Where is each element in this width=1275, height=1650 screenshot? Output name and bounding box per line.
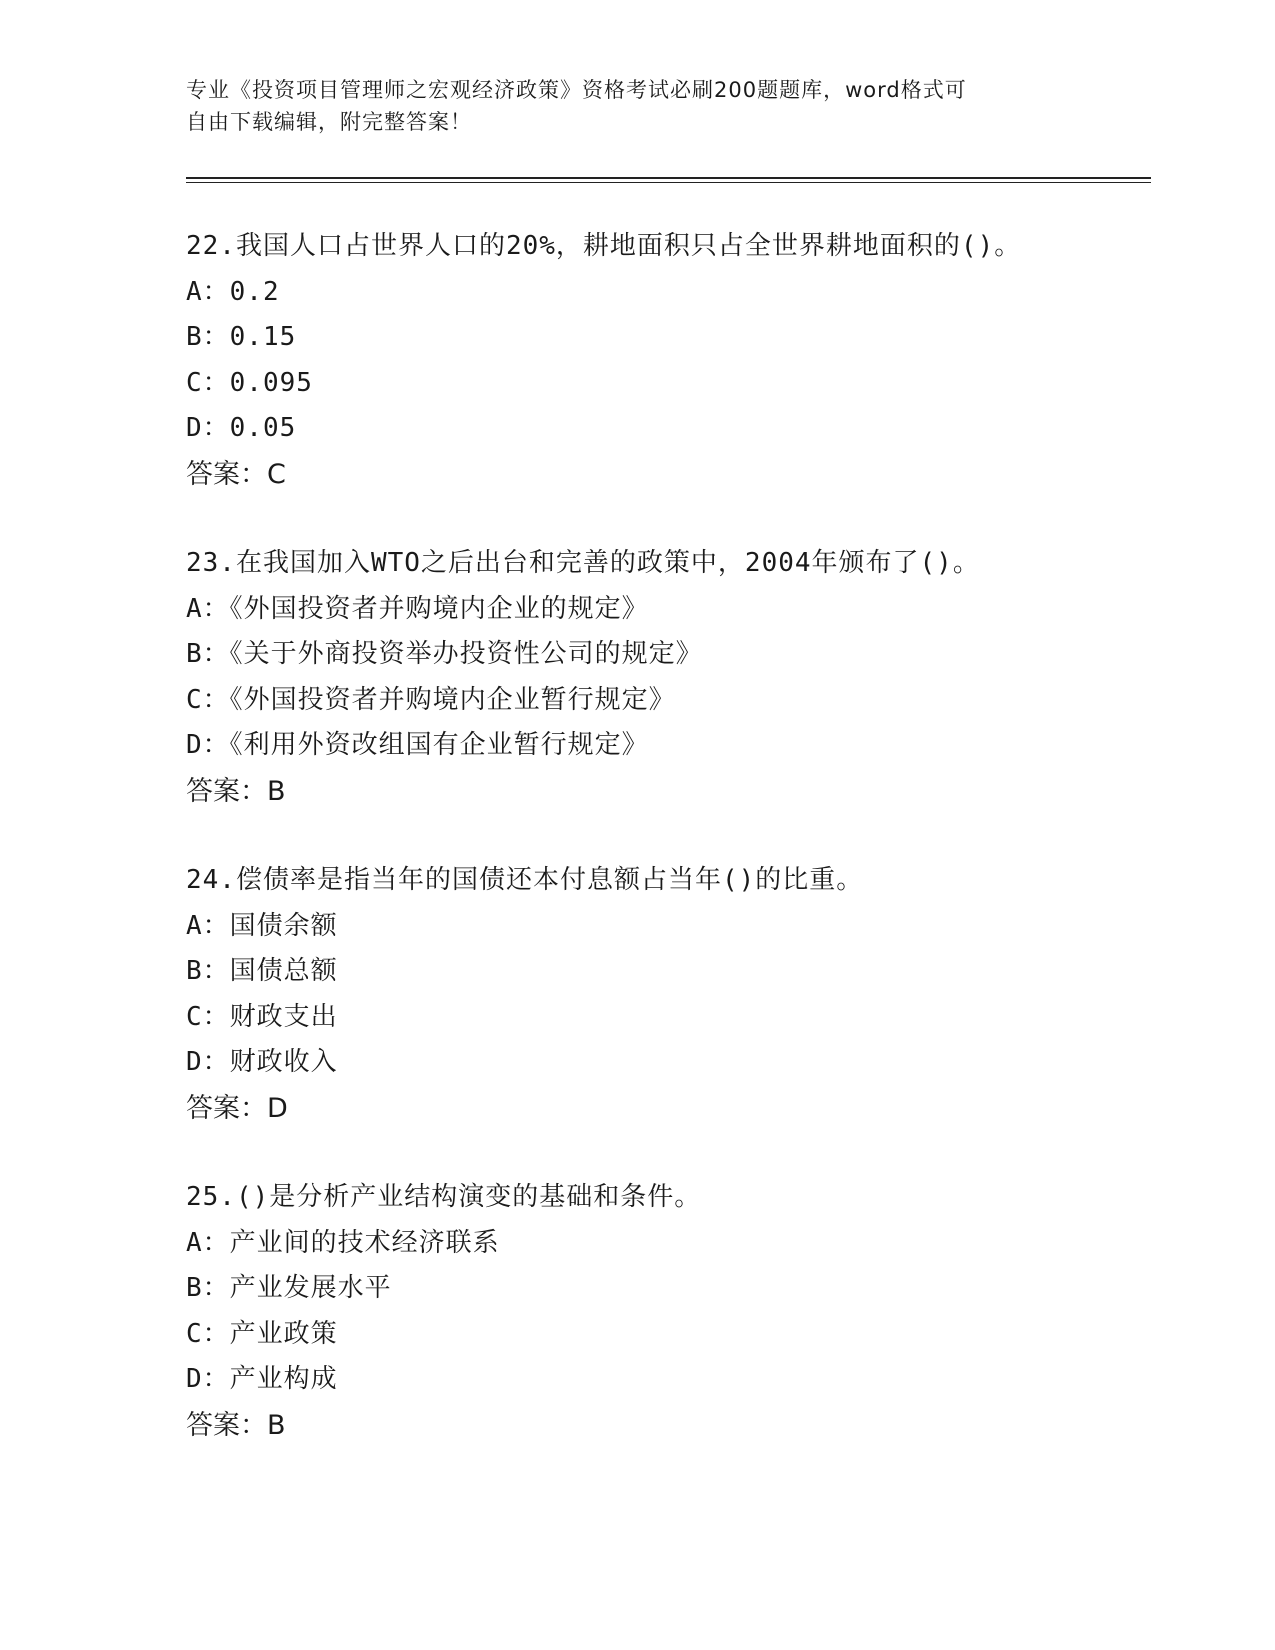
option-d: D：产业构成 <box>186 1364 338 1394</box>
question-block <box>186 1175 1151 1448</box>
option-c: C：财政支出 <box>186 1001 338 1032</box>
header-line-2: 自由下载编辑，附完整答案！ <box>186 110 472 134</box>
question-stem: 23.在我国加入WTO之后出台和完善的政策中，2004年颁布了()。 <box>186 548 980 578</box>
option-b: B：产业发展水平 <box>186 1273 392 1303</box>
option-d: D：0.05 <box>186 413 297 443</box>
answer-line: 答案：D <box>186 1092 288 1124</box>
question-stem: 22.我国人口占世界人口的20%，耕地面积只占全世界耕地面积的()。 <box>186 231 1022 261</box>
answer-line: 答案：B <box>186 775 286 807</box>
header-divider-thick <box>186 177 1151 179</box>
option-d: D：财政收入 <box>186 1047 338 1077</box>
option-a: A：产业间的技术经济联系 <box>186 1227 500 1258</box>
answer-line: 答案：C <box>186 458 286 490</box>
option-a: A：0.2 <box>186 276 280 307</box>
answer-line: 答案：B <box>186 1409 286 1441</box>
option-b: B：国债总额 <box>186 956 338 986</box>
option-d: D：《利用外资改组国有企业暂行规定》 <box>186 730 649 760</box>
header-line-1: 专业《投资项目管理师之宏观经济政策》资格考试必刷200题题库，word格式可 <box>186 78 967 102</box>
option-b: B：0.15 <box>186 322 297 352</box>
question-stem: 24.偿债率是指当年的国债还本付息额占当年()的比重。 <box>186 865 864 895</box>
question-block <box>186 541 1151 814</box>
option-b: B：《关于外商投资举办投资性公司的规定》 <box>186 639 703 669</box>
question-stem: 25.()是分析产业结构演变的基础和条件。 <box>186 1182 702 1212</box>
option-c: C：0.095 <box>186 367 313 398</box>
document-header <box>186 74 1066 138</box>
option-a: A：国债余额 <box>186 910 338 941</box>
option-c: C：产业政策 <box>186 1318 338 1349</box>
header-divider-thin <box>186 182 1151 183</box>
option-a: A：《外国投资者并购境内企业的规定》 <box>186 593 649 624</box>
question-block <box>186 858 1151 1131</box>
question-block <box>186 224 1151 497</box>
option-c: C：《外国投资者并购境内企业暂行规定》 <box>186 684 676 715</box>
